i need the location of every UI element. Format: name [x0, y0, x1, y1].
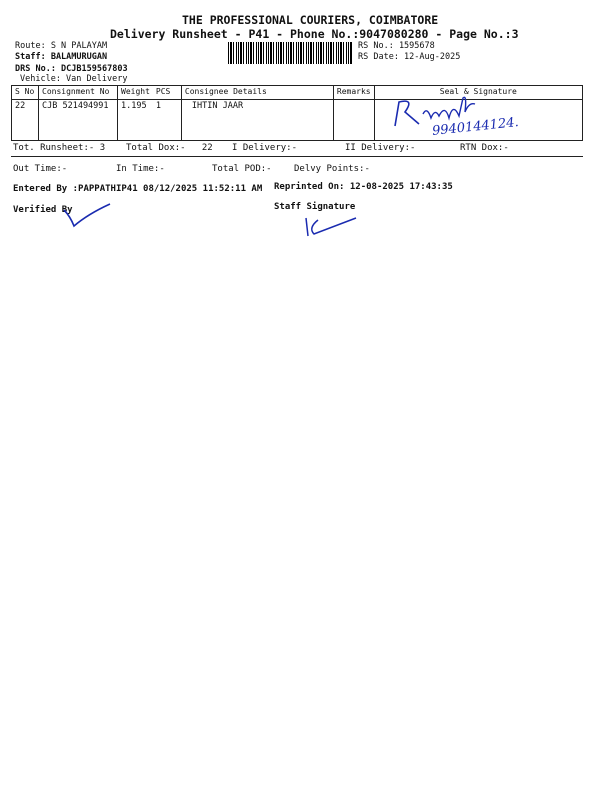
col-signature: Seal & Signature — [374, 86, 582, 100]
staff-signature-label: Staff Signature — [274, 202, 356, 212]
delvy-points: Delvy Points:- — [294, 164, 370, 174]
i-delivery: I Delivery:- — [232, 143, 298, 153]
barcode-icon — [228, 42, 353, 64]
total-dox: Total Dox:- 22 — [126, 143, 213, 153]
cell-signature — [374, 100, 582, 141]
col-sno: S No — [12, 86, 39, 100]
rs-date: RS Date: 12-Aug-2025 — [358, 52, 461, 62]
company-title: THE PROFESSIONAL COURIERS, COIMBATORE — [182, 13, 439, 27]
cell-sno: 22 — [12, 100, 39, 141]
in-time: In Time:- — [116, 164, 165, 174]
total-pod: Total POD:- — [212, 164, 272, 174]
out-time: Out Time:- — [13, 164, 68, 174]
ii-delivery: II Delivery:- — [345, 143, 416, 153]
runsheet-subtitle: Delivery Runsheet - P41 - Phone No.:9047080280 - Page No.:3 — [110, 27, 519, 41]
staff-label: Staff: BALAMURUGAN — [15, 52, 108, 62]
cell-pcs: 1 — [153, 100, 182, 141]
col-pcs: PCS — [153, 86, 182, 100]
cell-weight: 1.195 — [118, 100, 153, 141]
vehicle-label: Vehicle: Van Delivery — [20, 74, 128, 84]
table-row — [12, 100, 583, 141]
staff-signature-icon — [300, 214, 370, 240]
entered-by: Entered By :PAPPATHIP41 08/12/2025 11:52:11 AM — [13, 184, 263, 194]
col-remarks: Remarks — [333, 86, 374, 100]
runsheet-table — [11, 85, 583, 141]
divider-line — [11, 156, 583, 157]
rs-number: RS No.: 1595678 — [358, 41, 435, 51]
cell-remarks — [333, 100, 374, 141]
rtn-dox: RTN Dox:- — [460, 143, 509, 153]
signature-phone-text: 9940144124. — [431, 115, 519, 139]
cell-consignment: CJB 521494991 — [39, 100, 118, 141]
drs-number: DRS No.: DCJB159567803 — [15, 64, 128, 74]
reprinted-on: Reprinted On: 12-08-2025 17:43:35 — [274, 182, 453, 192]
route-label: Route: S N PALAYAM — [15, 41, 108, 51]
cell-consignee: IHTIN JAAR — [181, 100, 333, 141]
tot-runsheet: Tot. Runsheet:- 3 — [13, 143, 106, 153]
col-weight: Weight — [118, 86, 153, 100]
col-consignment: Consignment No — [39, 86, 118, 100]
col-consignee: Consignee Details — [181, 86, 333, 100]
verified-by: Verified By — [13, 205, 73, 215]
verified-signature-icon — [60, 200, 120, 230]
